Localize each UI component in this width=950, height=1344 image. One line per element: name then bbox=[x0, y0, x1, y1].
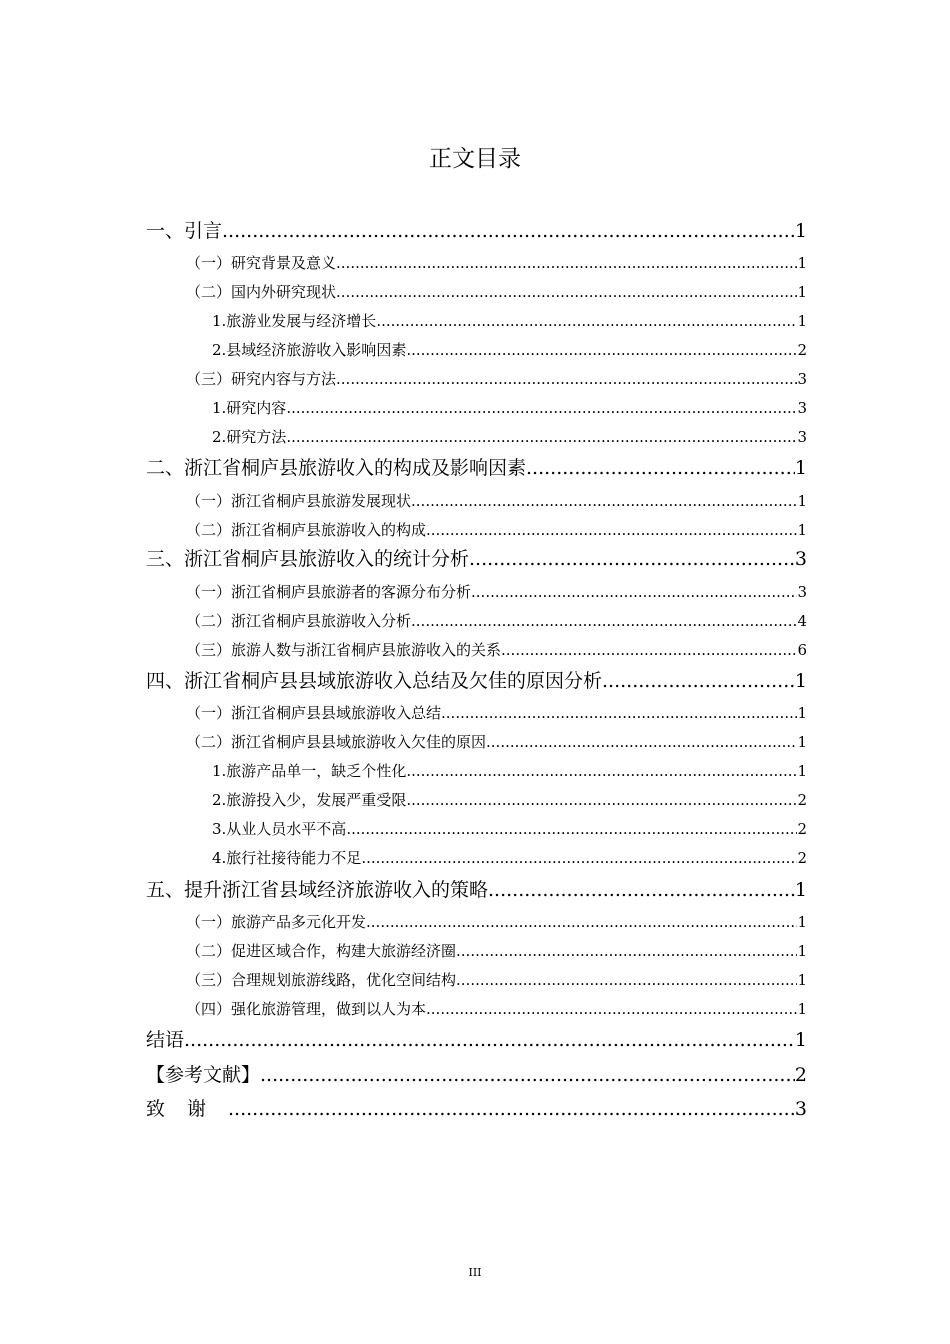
toc-entry-text: （三）合理规划旅游线路，优化空间结构 bbox=[186, 971, 457, 989]
toc-entry[interactable] bbox=[186, 487, 807, 516]
toc-leader-dots bbox=[346, 815, 797, 844]
toc-page-number: 1 bbox=[797, 492, 807, 510]
footer-page-number: III bbox=[468, 1266, 482, 1279]
toc-entry[interactable] bbox=[212, 815, 807, 844]
toc-entry-text: （二）促进区域合作，构建大旅游经济圈 bbox=[186, 942, 457, 960]
toc-entry-text: （一）研究背景及意义 bbox=[186, 254, 337, 272]
toc-page-number: 3 bbox=[797, 399, 807, 417]
toc-page-number: 2 bbox=[797, 849, 807, 867]
toc-entry-text: （二）浙江省桐庐县旅游收入的构成 bbox=[186, 521, 427, 539]
toc-leader-dots bbox=[376, 307, 797, 336]
toc-entry-text: 4.旅行社接待能力不足 bbox=[212, 849, 362, 867]
toc-page-number: 2 bbox=[797, 791, 807, 809]
toc-entry[interactable] bbox=[186, 908, 807, 937]
toc-page-number: 3 bbox=[797, 370, 807, 388]
toc-page-number: 3 bbox=[794, 548, 807, 570]
toc-entry[interactable] bbox=[186, 516, 807, 545]
toc-entry[interactable] bbox=[186, 249, 807, 278]
toc-entry[interactable] bbox=[212, 786, 807, 815]
toc-leader-dots bbox=[456, 966, 797, 995]
toc-page-number: 1 bbox=[797, 762, 807, 780]
toc-entry[interactable] bbox=[146, 454, 807, 483]
toc-leader-dots bbox=[526, 454, 795, 483]
toc-page-number: 1 bbox=[794, 457, 807, 479]
toc-leader-dots bbox=[336, 278, 797, 307]
toc-entry[interactable] bbox=[212, 757, 807, 786]
toc-entry[interactable] bbox=[186, 699, 807, 728]
toc-leader-dots bbox=[260, 1061, 795, 1090]
toc-page-number: 1 bbox=[794, 879, 807, 901]
toc-page-number: 1 bbox=[797, 312, 807, 330]
toc-page-number: 3 bbox=[794, 1098, 807, 1120]
toc-leader-dots bbox=[228, 1095, 795, 1124]
toc-leader-dots bbox=[501, 636, 797, 665]
toc-leader-dots bbox=[406, 336, 797, 365]
toc-leader-dots bbox=[336, 365, 797, 394]
toc-page-number: 1 bbox=[797, 704, 807, 722]
toc-page-number: 1 bbox=[797, 1000, 807, 1018]
toc-entry[interactable] bbox=[186, 578, 807, 607]
toc-page-number: 1 bbox=[797, 254, 807, 272]
toc-leader-dots bbox=[488, 876, 795, 905]
toc-entry-text: 2.研究方法 bbox=[212, 428, 287, 446]
toc-page-number: 1 bbox=[794, 220, 807, 242]
toc-entry[interactable] bbox=[186, 995, 807, 1024]
toc-entry-text: （一）浙江省桐庐县旅游发展现状 bbox=[186, 492, 412, 510]
toc-leader-dots bbox=[602, 667, 795, 696]
toc-entry-text: （三）研究内容与方法 bbox=[186, 370, 337, 388]
toc-page-number: 1 bbox=[797, 913, 807, 931]
toc-page-number: 3 bbox=[797, 583, 807, 601]
toc-leader-dots bbox=[222, 217, 795, 246]
toc-leader-dots bbox=[471, 578, 797, 607]
toc-entry-text: （一）浙江省桐庐县旅游者的客源分布分析 bbox=[186, 583, 472, 601]
toc-entry-text: 致谢 bbox=[146, 1098, 229, 1120]
toc-page-number: 1 bbox=[797, 971, 807, 989]
toc-leader-dots bbox=[406, 757, 797, 786]
toc-entry-text: （二）浙江省桐庐县县域旅游收入欠佳的原因 bbox=[186, 733, 487, 751]
toc-entry[interactable] bbox=[146, 1061, 807, 1090]
toc-entry-text: 1.旅游业发展与经济增长 bbox=[212, 312, 377, 330]
toc-entry-text: 结语 bbox=[146, 1029, 185, 1051]
toc-entry-text: （三）旅游人数与浙江省桐庐县旅游收入的关系 bbox=[186, 641, 502, 659]
toc-entry[interactable] bbox=[186, 636, 807, 665]
toc-leader-dots bbox=[361, 844, 797, 873]
toc-entry[interactable] bbox=[146, 545, 807, 574]
toc-leader-dots bbox=[411, 487, 797, 516]
toc-page-number: 2 bbox=[797, 341, 807, 359]
toc-entry[interactable] bbox=[146, 667, 807, 696]
toc-entry-text: 3.从业人员水平不高 bbox=[212, 820, 347, 838]
toc-entry-text: 四、浙江省桐庐县县域旅游收入总结及欠佳的原因分析 bbox=[146, 670, 603, 692]
toc-page-number: 1 bbox=[797, 733, 807, 751]
toc-page-number: 2 bbox=[797, 820, 807, 838]
toc-page-number: 1 bbox=[797, 942, 807, 960]
toc-leader-dots bbox=[411, 607, 797, 636]
toc-entry[interactable] bbox=[146, 217, 807, 246]
toc-page-number: 4 bbox=[797, 612, 807, 630]
toc-entry-text: 2.旅游投入少，发展严重受限 bbox=[212, 791, 407, 809]
toc-leader-dots bbox=[426, 995, 797, 1024]
toc-entry[interactable] bbox=[212, 307, 807, 336]
toc-entry-text: 三、浙江省桐庐县旅游收入的统计分析 bbox=[146, 548, 470, 570]
toc-leader-dots bbox=[426, 516, 797, 545]
toc-entry[interactable] bbox=[186, 607, 807, 636]
toc-leader-dots bbox=[366, 908, 797, 937]
toc-page-number: 1 bbox=[797, 521, 807, 539]
toc-entry-text: 2.县域经济旅游收入影响因素 bbox=[212, 341, 407, 359]
toc-page-number: 1 bbox=[797, 283, 807, 301]
toc-page-number: 2 bbox=[794, 1064, 807, 1086]
toc-entry-text: （一）浙江省桐庐县县域旅游收入总结 bbox=[186, 704, 442, 722]
toc-entry[interactable] bbox=[146, 1095, 807, 1124]
toc-leader-dots bbox=[406, 786, 797, 815]
toc-entry[interactable] bbox=[186, 278, 807, 307]
toc-page-number: 1 bbox=[794, 1029, 807, 1051]
page-title: 正文目录 bbox=[429, 146, 521, 172]
toc-entry[interactable] bbox=[186, 728, 807, 757]
toc-leader-dots bbox=[456, 937, 797, 966]
toc-page-number: 6 bbox=[797, 641, 807, 659]
toc-leader-dots bbox=[486, 728, 797, 757]
toc-entry[interactable] bbox=[146, 1026, 807, 1055]
toc-entry-text: （四）强化旅游管理，做到以人为本 bbox=[186, 1000, 427, 1018]
toc-entry[interactable] bbox=[212, 336, 807, 365]
toc-leader-dots bbox=[336, 249, 797, 278]
toc-entry-text: 【参考文献】 bbox=[146, 1064, 261, 1086]
toc-leader-dots bbox=[184, 1026, 795, 1055]
toc-entry-text: 一、引言 bbox=[146, 220, 223, 242]
toc-entry-text: （一）旅游产品多元化开发 bbox=[186, 913, 367, 931]
toc-entry[interactable] bbox=[186, 966, 807, 995]
toc-page-number: 1 bbox=[794, 670, 807, 692]
toc-page-number: 3 bbox=[797, 428, 807, 446]
toc-entry[interactable] bbox=[212, 394, 807, 423]
toc-leader-dots bbox=[286, 423, 797, 452]
toc-entry-text: 1.旅游产品单一，缺乏个性化 bbox=[212, 762, 407, 780]
toc-entry[interactable] bbox=[212, 844, 807, 873]
toc-entry-text: （二）浙江省桐庐县旅游收入分析 bbox=[186, 612, 412, 630]
toc-entry[interactable] bbox=[146, 876, 807, 905]
toc-entry[interactable] bbox=[212, 423, 807, 452]
toc-entry[interactable] bbox=[186, 365, 807, 394]
toc-entry-text: （二）国内外研究现状 bbox=[186, 283, 337, 301]
toc-entry-text: 二、浙江省桐庐县旅游收入的构成及影响因素 bbox=[146, 457, 527, 479]
toc-entry-text: 1.研究内容 bbox=[212, 399, 287, 417]
toc-entry[interactable] bbox=[186, 937, 807, 966]
toc-leader-dots bbox=[286, 394, 797, 423]
toc-leader-dots bbox=[441, 699, 797, 728]
toc-entry-text: 五、提升浙江省县域经济旅游收入的策略 bbox=[146, 879, 489, 901]
toc-leader-dots bbox=[469, 545, 795, 574]
